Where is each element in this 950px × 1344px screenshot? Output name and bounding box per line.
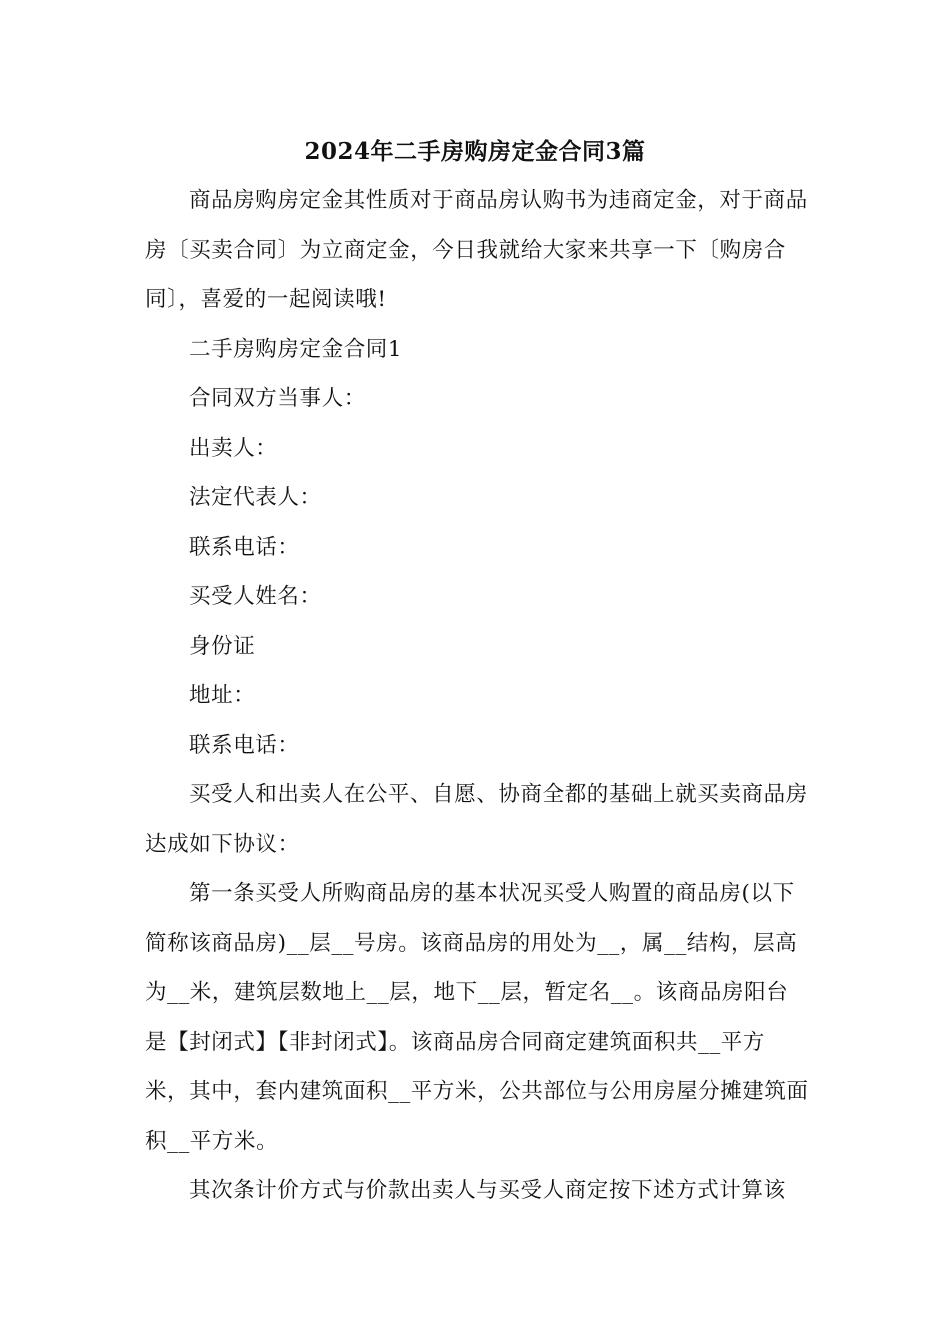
intro-paragraph: 商品房购房定金其性质对于商品房认购书为违商定金，对于商品房〔买卖合同〕为立商定金，今日我就给大家来共享一下〔购房合同〕，喜爱的一起阅读哦! (145, 188, 808, 312)
id-card-field: 身份证 (189, 633, 256, 659)
buyer-name-field: 买受人姓名： (189, 584, 322, 609)
article-two-paragraph: 其次条计价方式与价款出卖人与买受人商定按下述方式计算该 (189, 1178, 786, 1203)
document-title: 2024年二手房购房定金合同3篇 (304, 138, 646, 165)
seller-field: 出卖人： (189, 435, 278, 461)
parties-label: 合同双方当事人： (189, 386, 366, 411)
contract-heading: 二手房购房定金合同1 (189, 336, 403, 362)
seller-phone-field: 联系电话： (189, 534, 300, 560)
agreement-paragraph: 买受人和出卖人在公平、自愿、协商全都的基础上就买卖商品房达成如下协议： (145, 782, 808, 857)
legal-rep-field: 法定代表人： (189, 485, 322, 510)
buyer-phone-field: 联系电话： (189, 732, 300, 758)
address-field: 地址： (189, 683, 256, 708)
article-one-paragraph: 第一条买受人所购商品房的基本状况买受人购置的商品房(以下简称该商品房)__层__号房。该商品房的用处为__，属__结构，层高为__米，建筑层数地上__层，地下__层，暂定名__。该商品房阳台是【封闭式】【非封闭式】。该商品房合同商定建筑面积共__平方米，其中，套内建筑面积__平方米，公共部位与公用房屋分摊建筑面积__平方米。 (145, 881, 809, 1154)
document-body (145, 176, 809, 1216)
